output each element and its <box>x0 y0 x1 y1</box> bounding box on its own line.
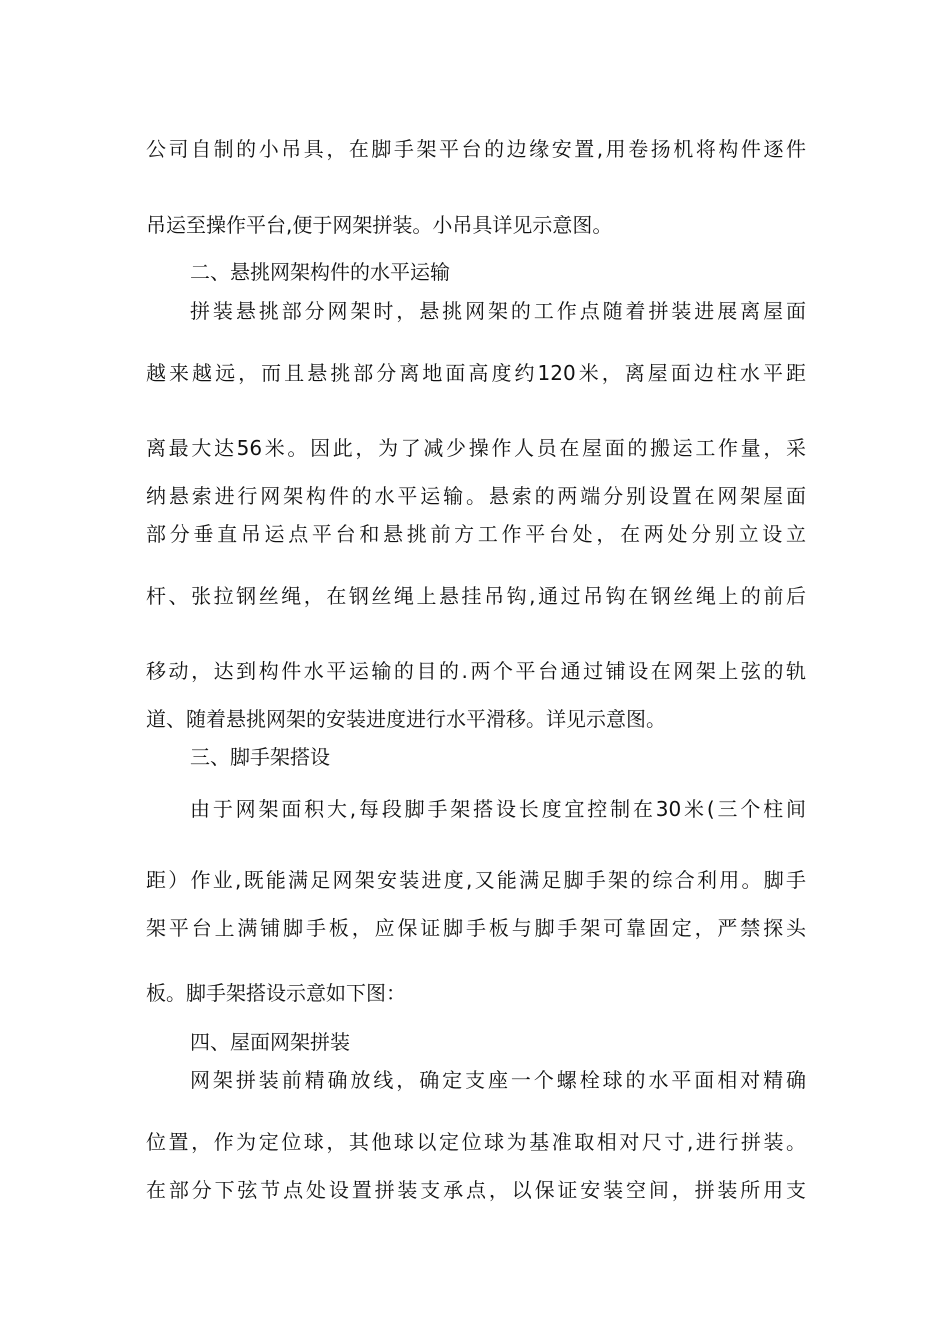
text-line-13: 架平台上满铺脚手板，应保证脚手板与脚手架可靠固定，严禁探头 <box>146 916 806 940</box>
text-line-12: 距）作业,既能满足网架安装进度,又能满足脚手架的综合利用。脚手 <box>146 868 806 892</box>
text-line-3: 拼装悬挑部分网架时，悬挑网架的工作点随着拼装进展离屋面 <box>190 299 806 323</box>
text-line-15: 网架拼装前精确放线，确定支座一个螺栓球的水平面相对精确 <box>190 1068 806 1092</box>
text-line-5: 离最大达56米。因此，为了减少操作人员在屋面的搬运工作量，采 <box>146 436 806 460</box>
text-line-6: 纳悬索进行网架构件的水平运输。悬索的两端分别设置在网架屋面 <box>146 484 806 508</box>
text-line-8: 杆、张拉钢丝绳，在钢丝绳上悬挂吊钩,通过吊钩在钢丝绳上的前后 <box>146 584 806 608</box>
text-line-4: 越来越远，而且悬挑部分离地面高度约120米，离屋面边柱水平距 <box>146 361 806 385</box>
section-heading-3: 三、脚手架搭设 <box>190 745 330 769</box>
text-line-10: 道、随着悬挑网架的安装进度进行水平滑移。详见示意图。 <box>146 707 666 731</box>
section-heading-2: 二、悬挑网架构件的水平运输 <box>190 260 450 284</box>
text-line-1: 公司自制的小吊具，在脚手架平台的边缘安置,用卷扬机将构件逐件 <box>146 137 806 161</box>
text-line-11: 由于网架面积大,每段脚手架搭设长度宜控制在30米(三个柱间 <box>190 797 806 821</box>
text-line-7: 部分垂直吊运点平台和悬挑前方工作平台处，在两处分别立设立 <box>146 522 806 546</box>
section-heading-4: 四、屋面网架拼装 <box>190 1030 350 1054</box>
text-line-17: 在部分下弦节点处设置拼装支承点，以保证安装空间，拼装所用支 <box>146 1178 806 1202</box>
text-line-14: 板。脚手架搭设示意如下图： <box>146 981 406 1005</box>
text-line-16: 位置，作为定位球，其他球以定位球为基准取相对尺寸,进行拼装。 <box>146 1130 806 1154</box>
text-line-9: 移动，达到构件水平运输的目的.两个平台通过铺设在网架上弦的轨 <box>146 659 806 683</box>
text-line-2: 吊运至操作平台,便于网架拼装。小吊具详见示意图。 <box>146 213 613 237</box>
